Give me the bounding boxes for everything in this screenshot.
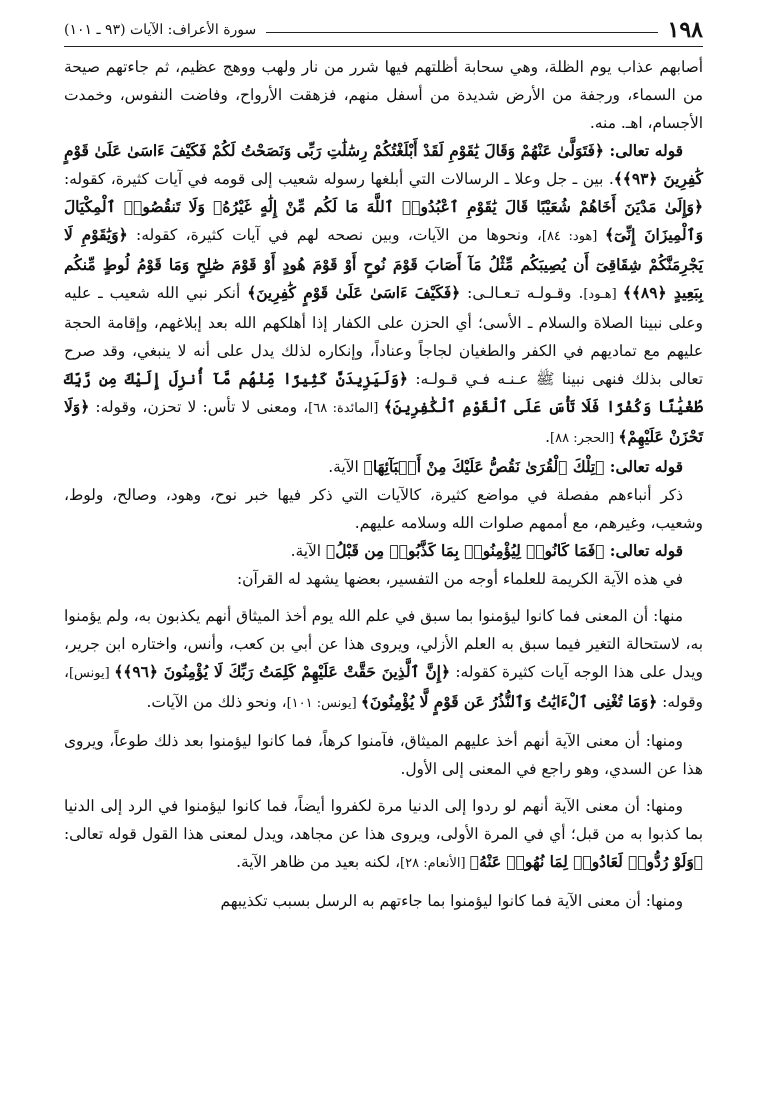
paragraph: [64, 53, 703, 137]
body-text-run: ، ونحوها من الآيات، وبين نصحه لهم في آيات كثيرة، كقوله:: [127, 226, 542, 244]
verse-reference: [يونس]: [68, 666, 115, 681]
paragraph: [64, 137, 703, 453]
body-text-run: ومنها: أن معنى الآية أنهم لو ردوا إلى الدنيا مرة لكفروا أيضاً، فما كانوا ليؤمنوا في الرد إلى الدنيا بما كذبوا به من قبل؛ أي في المرة الأولى، ويروى هذا عن مجاهد، ويدل لمعنى هذا القول قوله تعالى:: [64, 797, 703, 843]
page-header: [64, 14, 703, 47]
body-text-run: ، لكنه بعيد من ظاهر الآية.: [236, 853, 401, 871]
quran-verse: ﴿فَكَيْفَ ءَاسَىٰ عَلَىٰ قَوْمٍ كَٰفِرِينَ﴾: [247, 284, 461, 302]
quran-verse: ﴿وَلَيَزِيدَنَّ كَثِيرًا مِّنْهُم مَّآ أُنزِلَ إِلَيْكَ مِن رَّبِّكَ طُغْيَٰنًا وَكُفْرًا فَلَا تَأْسَ عَلَى ٱلْقَوْمِ ٱلْكَٰفِرِينَ﴾: [64, 370, 703, 416]
body-text-run: أصابهم عذاب يوم الظلة، وهي سحابة أظلتهم فيها شرر من نار ولهب ووهج عظيم، ثم جاءتهم صيحة من السماء، ورجفة من الأرض شديدة من أسفل منهم، فزهقت الأرواح، وفاضت النفوس، وخمدت الأجسام، اهـ. منه.: [64, 58, 703, 132]
quran-verse: ﴿وَيَٰقَوْمِ لَا يَجْرِمَنَّكُمْ شِقَاقِىٓ أَن يُصِيبَكُم مِّثْلُ مَآ أَصَابَ قَوْمَ نُوحٍ أَوْ قَوْمَ هُودٍ أَوْ قَوْمَ صَٰلِحٍ وَمَا قَوْمُ لُوطٍ مِّنكُم بِبَعِيدٍ ﴿٨٩﴾﴾: [64, 226, 703, 302]
page-number: ١٩٨: [667, 17, 703, 43]
verse-reference: [الحجر: ٨٨]: [550, 431, 619, 446]
quran-verse: ﴿وَمَا تُغْنِى ٱلْءَايَٰتُ وَٱلنُّذُرُ عَن قَوْمٍ لَّا يُؤْمِنُونَ﴾: [360, 693, 658, 711]
paragraph: [64, 565, 703, 593]
body-text-run: ومنها: أن معنى الآية فما كانوا ليؤمنوا بما جاءتهم به الرسل بسبب تكذيبهم: [220, 892, 683, 910]
verse-reference: [هود: ٨٤]: [541, 229, 605, 244]
body-text-run: . بين ـ جل وعلا ـ الرسالات التي أبلغها رسوله شعيب إلى قومه في آيات كثيرة، كقوله:: [64, 170, 614, 188]
quran-verse: ﴿وَلَا تَحْزَنْ عَلَيْهِمْ﴾: [64, 398, 703, 446]
verse-reference: [هـود]: [583, 287, 623, 302]
section-label: قوله تعالى:: [603, 142, 684, 160]
section-label: قوله تعالى:: [604, 458, 683, 476]
verse-reference: [يونس: ١٠١]: [286, 696, 361, 711]
body-text-run: ومنها: أن معنى الآية أنهم أخذ عليهم الميثاق، فآمنوا كرهاً، فما كانوا ليؤمنوا بعد ذلك طوعاً، ويروى هذا عن السدي، وهو راجع في المعنى إلى الأول.: [64, 732, 703, 778]
quran-verse: ﴿تِلْكَ ٱلْقُرَىٰ نَقُصُّ عَلَيْكَ مِنْ أَنۢبَآئِهَا﴾: [363, 458, 605, 476]
body-text-run: ذكر أنباءهم مفصلة في مواضع كثيرة، كالآيات التي ذكر فيها خبر نوح، وهود، وصالح، ولوط، وشعيب، وغيرهم، مع أممهم صلوات الله وسلامه عليهم.: [64, 486, 703, 532]
paragraph: [64, 481, 703, 537]
body-text-run: أنكر نبي الله شعيب ـ عليه وعلى نبينا الصلاة والسلام ـ الأسى؛ أي الحزن على الكفار إذا أهلكهم الله بعد إبلاغهم، وإقامة الحجة عليهم مع تماديهم في الكفر والطغيان لجاجاً وعناداً، وإنكاره لذلك يدل على أنه لا ينبغي، وقد صرح تعالى بذلك فنهى نبينا ﷺ عـنـه فـي قـولـه:: [64, 284, 703, 388]
paragraph: [64, 453, 703, 481]
quran-verse: ﴿وَلَوْ رُدُّوا۟ لَعَادُوا۟ لِمَا نُهُوا۟ عَنْهُ﴾: [469, 853, 703, 871]
quran-verse: ﴿وَإِلَىٰ مَدْيَنَ أَخَاهُمْ شُعَيْبًا قَالَ يَٰقَوْمِ ٱعْبُدُوا۟ ٱللَّهَ مَا لَكُم مِّنْ إِلَٰهٍ غَيْرُهُۥ وَلَا تَنقُصُوا۟ ٱلْمِكْيَالَ وَٱلْمِيزَانَ إِنِّىٓ﴾: [64, 198, 704, 244]
quran-verse: ﴿إِنَّ ٱلَّذِينَ حَقَّتْ عَلَيْهِمْ كَلِمَتُ رَبِّكَ لَا يُؤْمِنُونَ ﴿٩٦﴾﴾: [114, 663, 450, 681]
body-text-run: ، وقوله:: [64, 663, 703, 711]
quran-verse: ﴿فَمَا كَانُوا۟ لِيُؤْمِنُوا۟ بِمَا كَذَّبُوا۟ مِن قَبْلُ﴾: [325, 542, 605, 560]
quran-verse: ﴿فَتَوَلَّىٰ عَنْهُمْ وَقَالَ يَٰقَوْمِ لَقَدْ أَبْلَغْتُكُمْ رِسَٰلَٰتِ رَبِّى وَنَصَحْتُ لَكُمْ فَكَيْفَ ءَاسَىٰ عَلَىٰ قَوْمٍ كَٰفِرِينَ ﴿٩٣﴾﴾: [64, 142, 703, 188]
body-text-run: الآية.: [328, 458, 364, 476]
body-text-run: في هذه الآية الكريمة للعلماء أوجه من التفسير، بعضها يشهد له القرآن:: [237, 570, 683, 588]
body-text-run: . وقـولـه تـعـالـى:: [460, 284, 584, 302]
paragraph: [64, 727, 703, 783]
verse-reference: [المائدة: ٦٨]: [308, 401, 384, 416]
paragraph: [64, 792, 703, 878]
header-divider-line: [266, 32, 657, 33]
verse-reference: [الأنعام: ٢٨]: [400, 856, 470, 871]
body-text-run: .: [545, 428, 551, 446]
section-label: قوله تعالى:: [604, 542, 683, 560]
body-text-run: الآية.: [290, 542, 326, 560]
surah-title: سورة الأعراف: الآيات (٩٣ ـ ١٠١): [64, 22, 257, 38]
paragraph: [64, 887, 703, 915]
paragraph: [64, 537, 703, 565]
body-text-run: ، ونحو ذلك من الآيات.: [146, 693, 287, 711]
body-text-run: ، ومعنى لا تأس: لا تحزن، وقوله:: [89, 398, 309, 416]
paragraph: [64, 602, 703, 718]
body-text-run: منها: أن المعنى فما كانوا ليؤمنوا بما سبق في علم الله يوم أخذ الميثاق أنهم يكذبون به، ولم يؤمنوا به، لاستحالة التغير فيما سبق به العلم الأزلي، ويروى هذا عن أبي بن كعب، وأنس، واختاره ابن جرير، ويدل على هذا الوجه آيات كثيرة كقوله:: [64, 607, 703, 681]
tafsir-body-text: [64, 53, 703, 915]
